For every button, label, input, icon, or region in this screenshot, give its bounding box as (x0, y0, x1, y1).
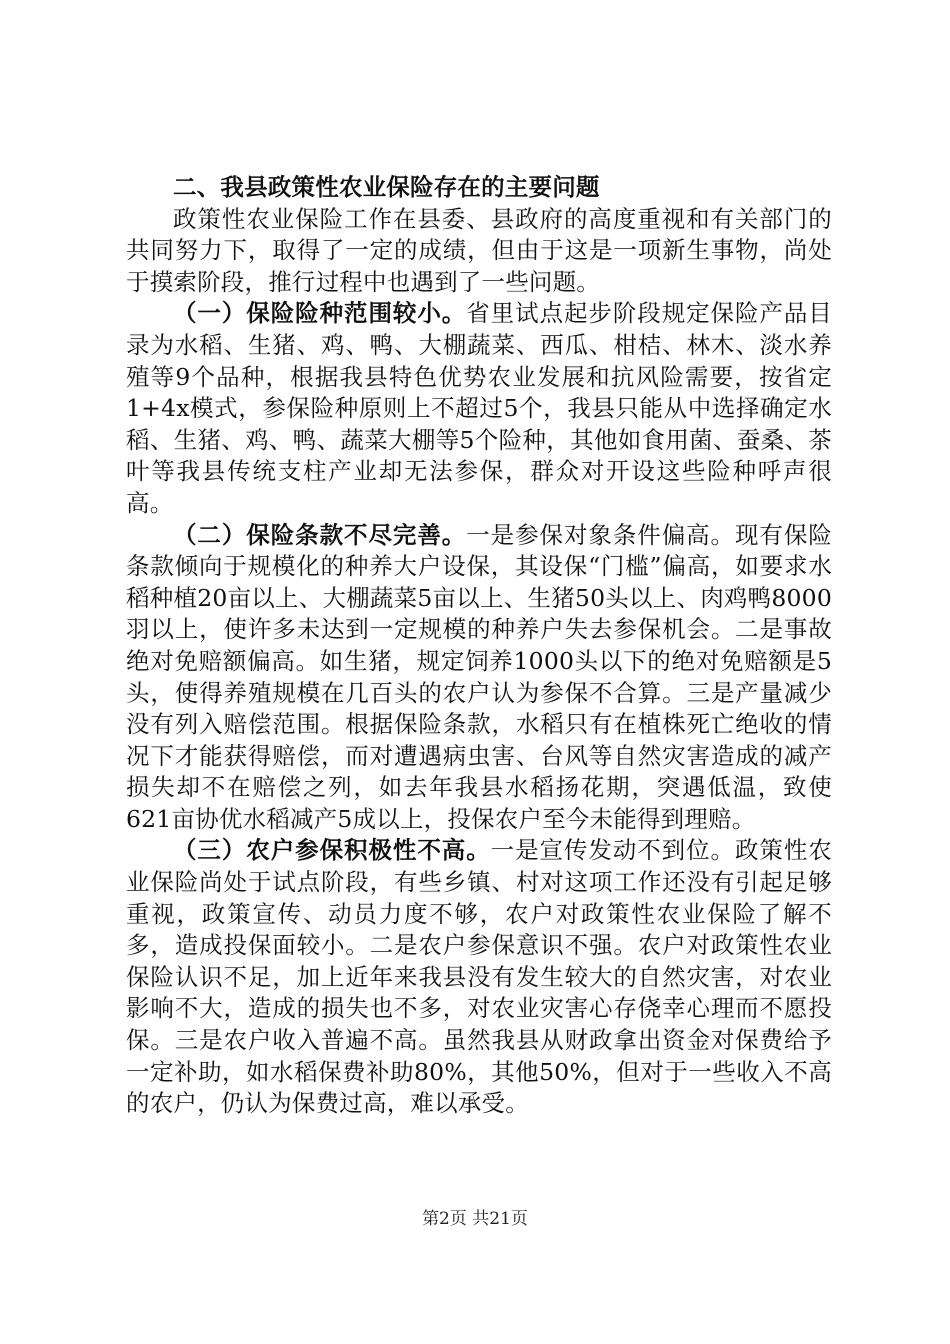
document-body (126, 172, 832, 1120)
paragraph-lead: （三）农户参保积极性不高。 (173, 836, 491, 865)
intro-paragraph: 政策性农业保险工作在县委、县政府的高度重视和有关部门的共同努力下，取得了一定的成绩，但由于这是一项新生事物，尚处于摸索阶段，推行过程中也遇到了一些问题。 (126, 204, 832, 296)
paragraph-farmer-participation (126, 835, 832, 1119)
paragraph-insurance-scope (126, 298, 832, 519)
paragraph-lead: （二）保险条款不尽完善。 (173, 520, 467, 549)
section-heading: 二、我县政策性农业保险存在的主要问题 (173, 173, 600, 201)
paragraph-text: 一是宣传发动不到位。政策性农业保险尚处于试点阶段，有些乡镇、村对这项工作还没有引起足够重视，政策宣传、动员力度不够，农户对政策性农业保险了解不多，造成投保面较小。二是农户参保意识不强。农户对政策性农业保险认识不足，加上近年来我县没有发生较大的自然灾害，对农业影响不大，造成的损失也不多，对农业灾害心存侥幸心理而不愿投保。三是农户收入普遍不高。虽然我县从财政拿出资金对保费给予一定补助，如水稻保费补助80%，其他50%，但对于一些收入不高的农户，仍认为保费过高，难以承受。 (126, 836, 832, 1118)
paragraph-insurance-terms (126, 520, 832, 836)
page-number-footer: 第2页 共21页 (422, 1209, 528, 1229)
paragraph-text: 一是参保对象条件偏高。现有保险条款倾向于规模化的种养大户设保，其设保“门槛”偏高，如要求水稻种植20亩以上、大棚蔬菜5亩以上、生猪50头以上、肉鸡鸭8000羽以上，使许多未达到一定规模的种养户失去参保机会。二是事故绝对免赔额偏高。如生猪，规定饲养1000头以下的绝对免赔额是5头，使得养殖规模在几百头的农户认为参保不合算。三是产量减少没有列入赔偿范围。根据保险条款，水稻只有在植株死亡绝收的情况下才能获得赔偿，而对遭遇病虫害、台风等自然灾害造成的减产损失却不在赔偿之列，如去年我县水稻扬花期，突遇低温，致使621亩协优水稻减产5成以上，投保农户至今未能得到理赔。 (126, 520, 832, 833)
paragraph-lead: （一）保险险种范围较小。 (173, 299, 467, 328)
paragraph-text: 省里试点起步阶段规定保险产品目录为水稻、生猪、鸡、鸭、大棚蔬菜、西瓜、柑桔、林木、淡水养殖等9个品种，根据我县特色优势农业发展和抗风险需要，按省定1+4x模式，参保险种原则上不超过5个，我县只能从中选择确定水稻、生猪、鸡、鸭、蔬菜大棚等5个险种，其他如食用菌、蚕桑、茶叶等我县传统支柱产业却无法参保，群众对开设这些险种呼声很高。 (126, 299, 832, 517)
